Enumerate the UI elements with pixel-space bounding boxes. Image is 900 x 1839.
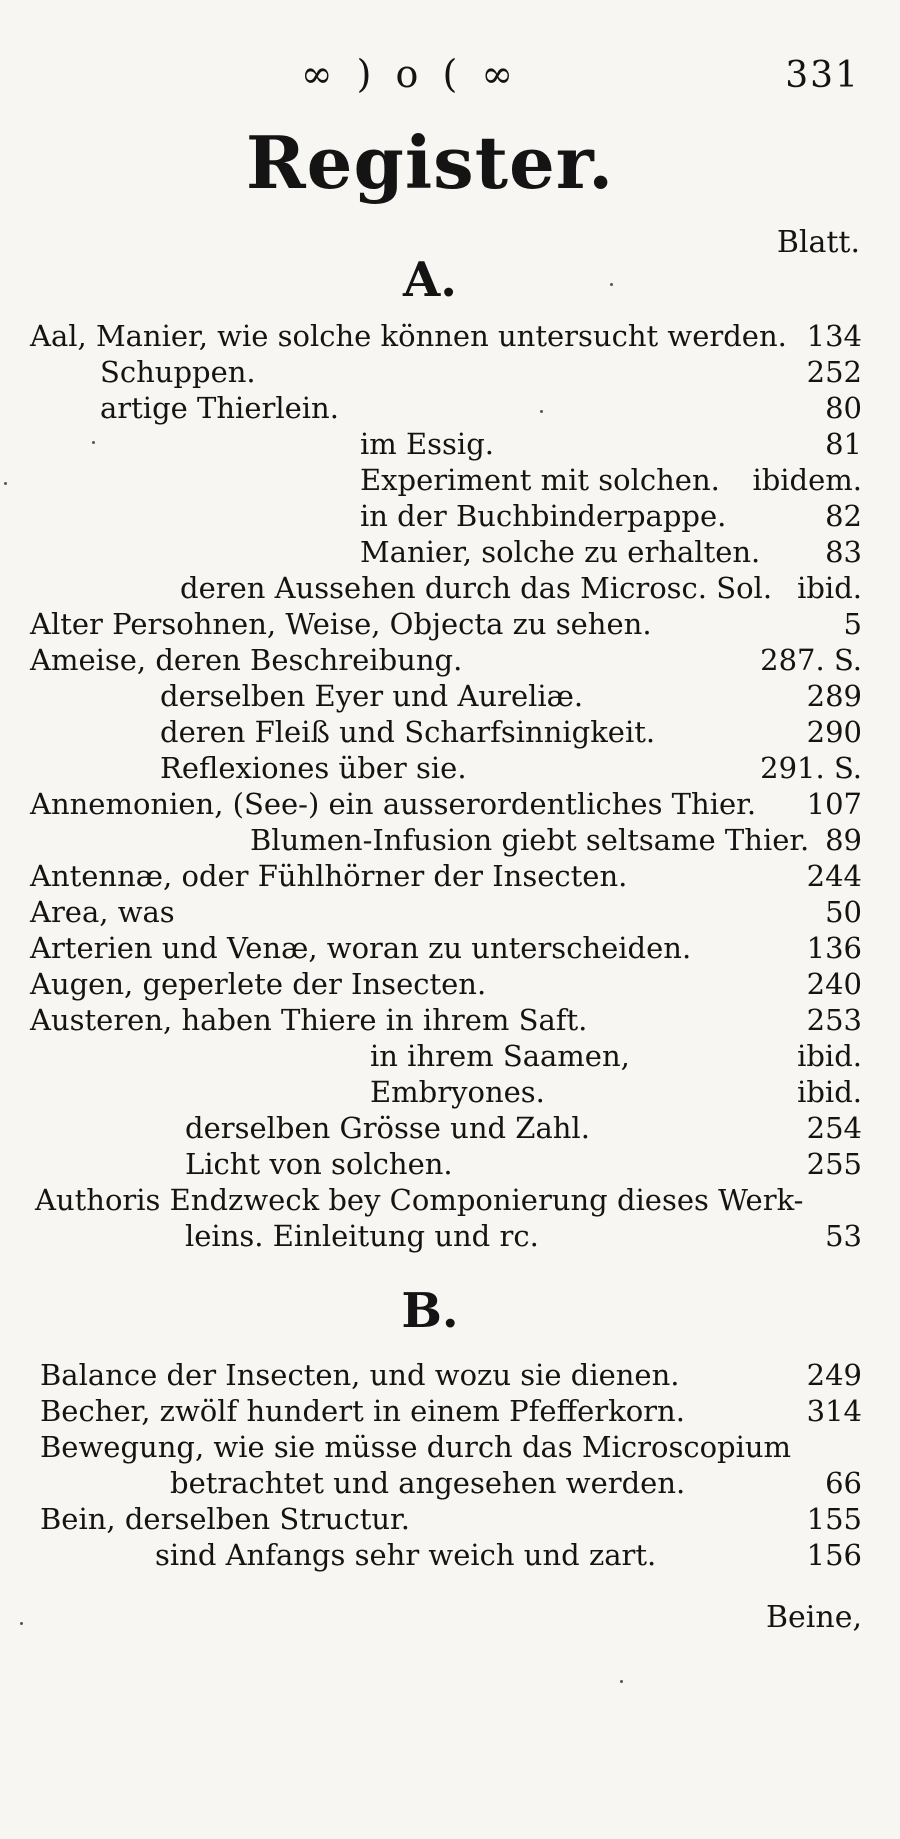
column-heading: Blatt. <box>776 225 860 260</box>
index-entry <box>0 966 900 1002</box>
index-entry <box>0 714 900 750</box>
entry-page: 66 <box>825 1466 862 1500</box>
entry-page: 289 <box>806 679 862 713</box>
index-entry <box>0 570 900 606</box>
entry-page: 83 <box>825 535 862 569</box>
entry-text: Aal, Manier, wie solche können untersucht werden. <box>30 319 787 353</box>
entry-text: Authoris Endzweck bey Componierung dieses Werk- <box>35 1183 804 1217</box>
section-letter <box>0 252 900 308</box>
entry-text: derselben Eyer und Aureliæ. <box>160 679 584 713</box>
entry-text: Schuppen. <box>100 355 256 389</box>
entry-page: ibid. <box>797 1075 862 1109</box>
index-entry <box>0 930 900 966</box>
entry-text: deren Fleiß und Scharfsinnigkeit. <box>160 715 656 749</box>
index-entry <box>0 1393 900 1429</box>
index-entry <box>0 894 900 930</box>
page-number: 331 <box>785 55 860 96</box>
entry-page: 5 <box>843 607 862 641</box>
entry-text: Manier, solche zu erhalten. <box>360 535 761 569</box>
index-entry <box>0 1182 900 1218</box>
entry-text: Experiment mit solchen. <box>360 463 720 497</box>
index-entry <box>0 534 900 570</box>
index-entry <box>0 858 900 894</box>
entry-text: Bein, derselben Structur. <box>40 1502 410 1536</box>
entry-text: leins. Einleitung und rc. <box>185 1219 539 1253</box>
section-letter-text: B. <box>401 1283 459 1339</box>
entry-page: ibid. <box>797 1039 862 1073</box>
entry-text: Bewegung, wie sie müsse durch das Microscopium <box>40 1430 792 1464</box>
entry-text: Antennæ, oder Fühlhörner der Insecten. <box>30 859 628 893</box>
entry-text: Ameise, deren Beschreibung. <box>30 643 463 677</box>
page-title <box>0 120 900 205</box>
entry-text: derselben Grösse und Zahl. <box>185 1111 590 1145</box>
entry-page: 53 <box>825 1219 862 1253</box>
index-entry <box>0 786 900 822</box>
entry-text: Arterien und Venæ, woran zu unterscheiden. <box>30 931 692 965</box>
index-entry <box>0 1110 900 1146</box>
section-letter-text: A. <box>403 252 457 308</box>
entry-text: Embryones. <box>370 1075 545 1109</box>
paper-speck <box>4 482 7 485</box>
entry-text: in der Buchbinderpappe. <box>360 499 727 533</box>
index-entry <box>0 390 900 426</box>
entry-page: ibid. <box>797 571 862 605</box>
entry-page: 254 <box>806 1111 862 1145</box>
paper-speck <box>92 441 95 444</box>
entry-text: in ihrem Saamen, <box>370 1039 630 1073</box>
entry-text: Area, was <box>30 895 175 929</box>
paper-speck <box>20 1622 23 1625</box>
catchword: Beine, <box>765 1600 862 1635</box>
entry-page: 81 <box>825 427 862 461</box>
index-entry <box>0 498 900 534</box>
header-ornament <box>0 52 900 96</box>
entry-page: 290 <box>806 715 862 749</box>
ornament-text: ∞ ) o ( ∞ <box>300 52 520 96</box>
entry-page: 80 <box>825 391 862 425</box>
index-entry <box>0 606 900 642</box>
index-entry <box>0 426 900 462</box>
entry-text: betrachtet und angesehen werden. <box>170 1466 686 1500</box>
entry-text: sind Anfangs sehr weich und zart. <box>155 1538 657 1572</box>
entry-page: 240 <box>806 967 862 1001</box>
entry-text: deren Aussehen durch das Microsc. Sol. <box>180 571 773 605</box>
index-entry <box>0 642 900 678</box>
entry-page: 155 <box>806 1502 862 1536</box>
entry-page: 291. S. <box>760 751 862 785</box>
entry-text: Austeren, haben Thiere in ihrem Saft. <box>30 1003 588 1037</box>
title-text: Register. <box>245 120 615 205</box>
entry-text: artige Thierlein. <box>100 391 339 425</box>
entry-text: im Essig. <box>360 427 494 461</box>
index-entry <box>0 1038 900 1074</box>
entry-page: 249 <box>806 1358 862 1392</box>
entry-page: 50 <box>825 895 862 929</box>
entry-page: 244 <box>806 859 862 893</box>
entry-page: ibidem. <box>752 463 862 497</box>
entry-page: 253 <box>806 1003 862 1037</box>
entry-page: 107 <box>806 787 862 821</box>
index-entry <box>0 822 900 858</box>
entry-page: 255 <box>806 1147 862 1181</box>
entry-page: 314 <box>806 1394 862 1428</box>
paper-speck <box>620 1680 623 1683</box>
index-entry <box>0 1146 900 1182</box>
index-entry <box>0 1429 900 1465</box>
entry-text: Blumen-Infusion giebt seltsame Thier. <box>250 823 810 857</box>
index-entry <box>0 1002 900 1038</box>
paper-speck <box>610 283 613 286</box>
entry-page: 82 <box>825 499 862 533</box>
index-entry <box>0 1357 900 1393</box>
entry-text: Reflexiones über sie. <box>160 751 467 785</box>
entry-text: Becher, zwölf hundert in einem Pfefferkorn. <box>40 1394 685 1428</box>
index-entry <box>0 1218 900 1254</box>
index-entry <box>0 1537 900 1573</box>
entry-page: 89 <box>825 823 862 857</box>
entry-text: Balance der Insecten, und wozu sie dienen. <box>40 1358 680 1392</box>
entry-text: Annemonien, (See-) ein ausserordentliches Thier. <box>30 787 757 821</box>
index-entry <box>0 1501 900 1537</box>
entry-text: Alter Persohnen, Weise, Objecta zu sehen. <box>30 607 652 641</box>
index-entry <box>0 1465 900 1501</box>
entry-text: Licht von solchen. <box>185 1147 453 1181</box>
index-entry <box>0 750 900 786</box>
index-entry <box>0 354 900 390</box>
section-letter <box>0 1283 900 1339</box>
index-entry <box>0 318 900 354</box>
paper-speck <box>540 410 543 413</box>
index-entry <box>0 462 900 498</box>
entry-page: 156 <box>806 1538 862 1572</box>
index-entry <box>0 1074 900 1110</box>
index-entry <box>0 678 900 714</box>
entry-text: Augen, geperlete der Insecten. <box>30 967 487 1001</box>
entry-page: 287. S. <box>760 643 862 677</box>
entry-page: 134 <box>806 319 862 353</box>
entry-page: 136 <box>806 931 862 965</box>
entry-page: 252 <box>806 355 862 389</box>
